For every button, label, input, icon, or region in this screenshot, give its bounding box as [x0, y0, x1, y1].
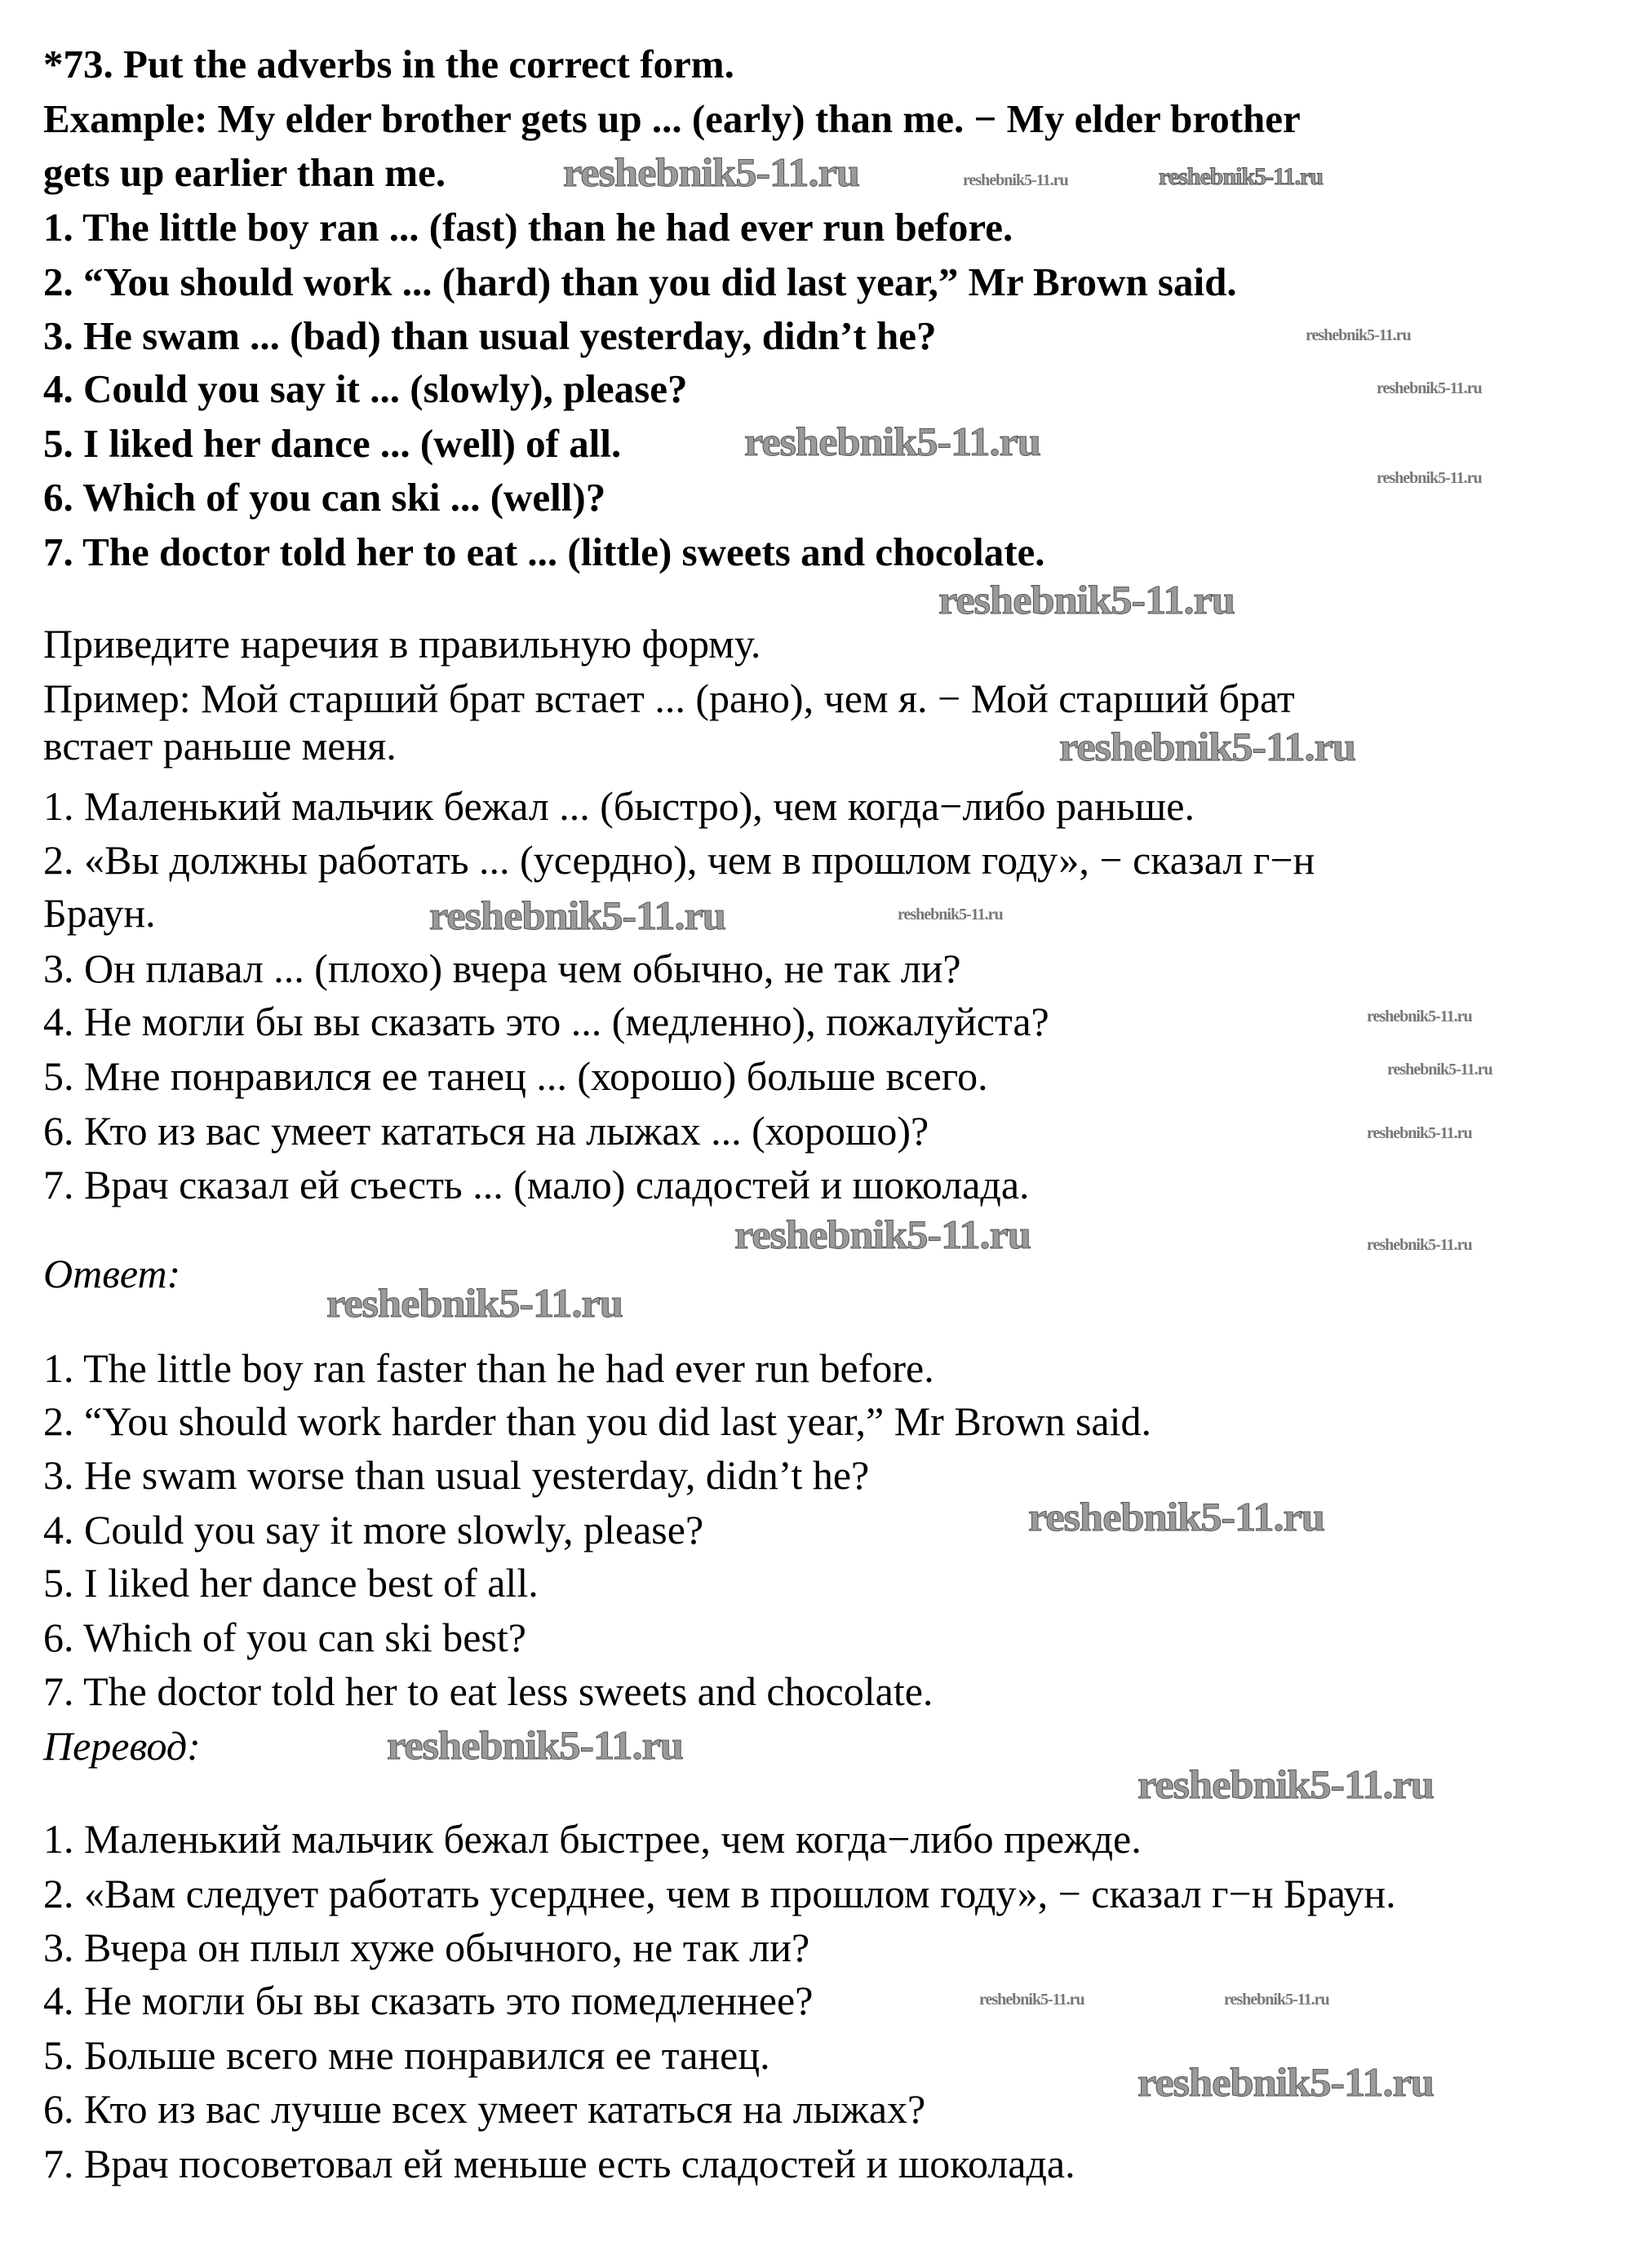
exercise-item-ru: 1. Маленький мальчик бежал ... (быстро), чем когда−либо раньше.: [43, 783, 1195, 829]
watermark: reshebnik5-11.ru: [744, 419, 1040, 464]
watermark: reshebnik5-11.ru: [1306, 326, 1411, 344]
watermark: reshebnik5-11.ru: [1138, 2059, 1434, 2105]
translation-item: 4. Не могли бы вы сказать это помедленнее?: [43, 1978, 814, 2023]
exercise-item-ru: 2. «Вы должны работать ... (усердно), чем в прошлом году», − сказал г−н: [43, 837, 1315, 883]
watermark: reshebnik5-11.ru: [1367, 1124, 1472, 1142]
answer-item: 4. Could you say it more slowly, please?: [43, 1507, 704, 1553]
exercise-item: 7. The doctor told her to eat ... (little) sweets and chocolate.: [43, 529, 1045, 574]
answer-item: 1. The little boy ran faster than he had ever run before.: [43, 1345, 934, 1391]
watermark: reshebnik5-11.ru: [1377, 379, 1482, 397]
exercise-item-ru: 7. Врач сказал ей съесть ... (мало) сладостей и шоколада.: [43, 1162, 1030, 1207]
translation-item: 7. Врач посоветовал ей меньше есть сладостей и шоколада.: [43, 2141, 1075, 2186]
watermark: reshebnik5-11.ru: [734, 1212, 1031, 1257]
task-title: *73. Put the adverbs in the correct form.: [43, 42, 734, 86]
answer-item: 3. He swam worse than usual yesterday, didn’t he?: [43, 1452, 870, 1498]
answer-item: 7. The doctor told her to eat less sweets and chocolate.: [43, 1668, 934, 1714]
watermark: reshebnik5-11.ru: [563, 149, 859, 195]
answer-heading: Ответ:: [43, 1251, 181, 1296]
watermark: reshebnik5-11.ru: [979, 1991, 1084, 2009]
answer-item: 2. “You should work harder than you did last year,” Mr Brown said.: [43, 1398, 1151, 1444]
watermark: reshebnik5-11.ru: [1138, 1761, 1434, 1807]
watermark: reshebnik5-11.ru: [429, 893, 725, 938]
exercise-item-ru: 5. Мне понравился ее танец ... (хорошо) больше всего.: [43, 1053, 988, 1099]
translation-item: 5. Больше всего мне понравился ее танец.: [43, 2032, 770, 2078]
answer-item: 5. I liked her dance best of all.: [43, 1560, 539, 1606]
translation-item: 2. «Вам следует работать усерднее, чем в прошлом году», − сказал г−н Браун.: [43, 1871, 1396, 1916]
watermark: reshebnik5-11.ru: [1028, 1494, 1324, 1539]
watermark: reshebnik5-11.ru: [963, 171, 1068, 189]
watermark: reshebnik5-11.ru: [1377, 469, 1482, 487]
watermark: reshebnik5-11.ru: [898, 906, 1003, 924]
exercise-item: 5. I liked her dance ... (well) of all.: [43, 421, 622, 466]
answer-item: 6. Which of you can ski best?: [43, 1615, 526, 1660]
watermark: reshebnik5-11.ru: [1387, 1061, 1492, 1079]
watermark: reshebnik5-11.ru: [1059, 724, 1355, 769]
watermark: reshebnik5-11.ru: [1367, 1236, 1472, 1254]
task-title-ru: Приведите наречия в правильную форму.: [43, 621, 761, 667]
watermark: reshebnik5-11.ru: [326, 1280, 623, 1326]
exercise-item: 2. “You should work ... (hard) than you did last year,” Mr Brown said.: [43, 259, 1237, 304]
exercise-item: 1. The little boy ran ... (fast) than he had ever run before.: [43, 205, 1013, 250]
exercise-item-ru: 3. Он плавал ... (плохо) вчера чем обычно, не так ли?: [43, 946, 961, 991]
example-line: gets up earlier than me.: [43, 150, 446, 195]
translation-item: 3. Вчера он плыл хуже обычного, не так ли?: [43, 1925, 810, 1970]
translation-item: 6. Кто из вас лучше всех умеет кататься на лыжах?: [43, 2086, 926, 2132]
example-line: Example: My elder brother gets up ... (early) than me. − My elder brother: [43, 96, 1301, 141]
watermark: reshebnik5-11.ru: [1367, 1008, 1472, 1025]
translation-heading: Перевод:: [43, 1723, 201, 1769]
watermark: reshebnik5-11.ru: [1224, 1991, 1329, 2009]
exercise-item: 4. Could you say it ... (slowly), please?: [43, 366, 688, 411]
watermark: reshebnik5-11.ru: [938, 577, 1235, 622]
exercise-item: 6. Which of you can ski ... (well)?: [43, 475, 606, 520]
exercise-item: 3. He swam ... (bad) than usual yesterday, didn’t he?: [43, 313, 937, 358]
watermark: reshebnik5-11.ru: [387, 1722, 683, 1768]
example-line-ru: встает раньше меня.: [43, 723, 397, 769]
exercise-item-ru: 4. Не могли бы вы сказать это ... (медленно), пожалуйста?: [43, 999, 1049, 1044]
exercise-item-ru: 6. Кто из вас умеет кататься на лыжах ... (хорошо)?: [43, 1108, 929, 1154]
example-line-ru: Пример: Мой старший брат встает ... (рано), чем я. − Мой старший брат: [43, 676, 1295, 721]
exercise-item-ru: Браун.: [43, 890, 156, 936]
translation-item: 1. Маленький мальчик бежал быстрее, чем когда−либо прежде.: [43, 1816, 1142, 1862]
watermark: reshebnik5-11.ru: [1159, 163, 1323, 190]
